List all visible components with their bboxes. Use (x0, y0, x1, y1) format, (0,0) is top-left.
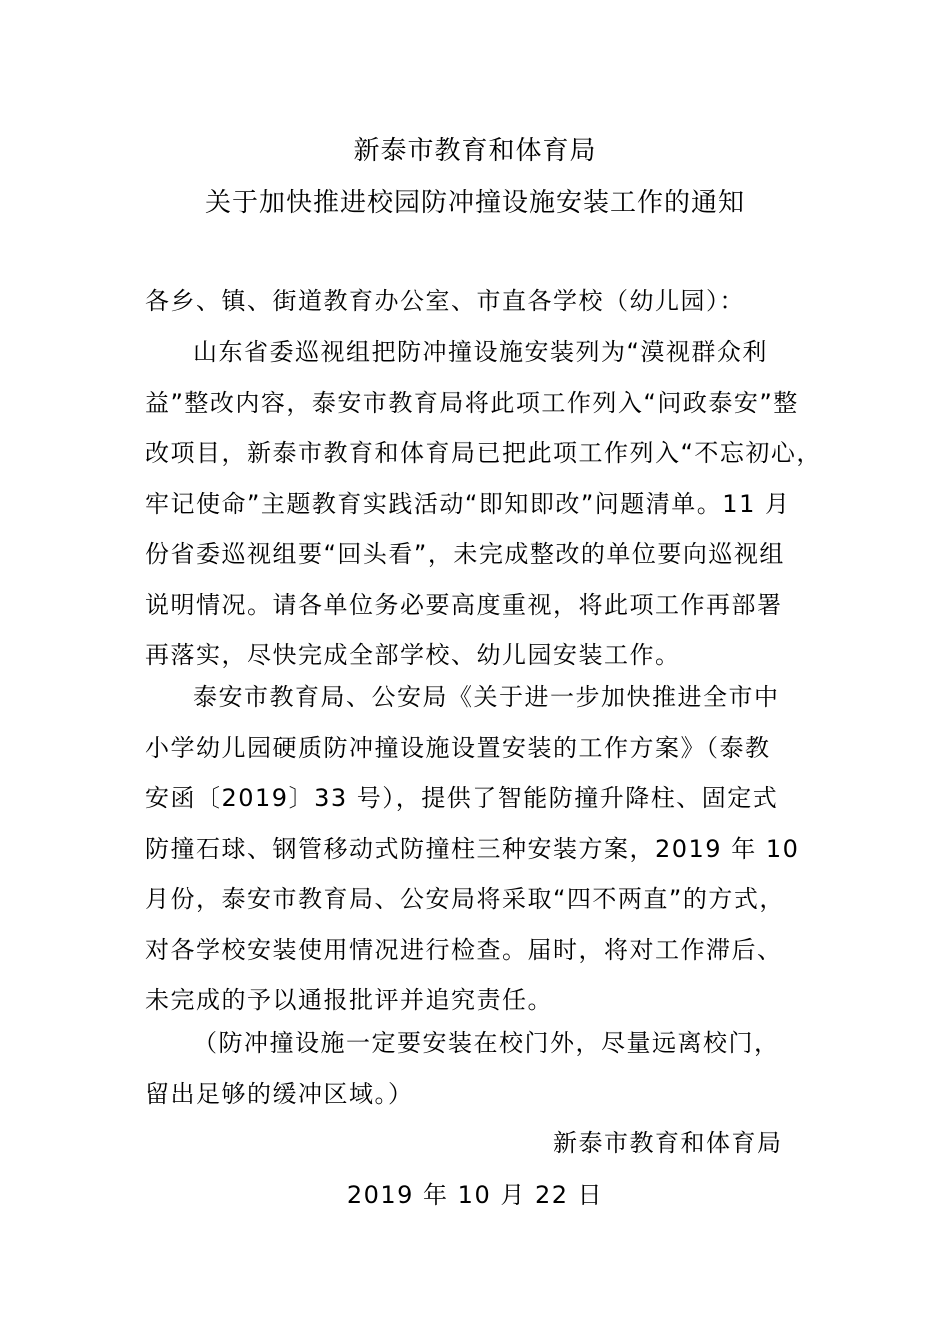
document-title-line-2: 关于加快推进校园防冲撞设施安装工作的通知 (204, 188, 745, 218)
paragraph-line: 泰安市教育局、公安局《关于进一步加快推进全市中 (193, 683, 780, 711)
paragraph-line: 安函〔2019〕33 号），提供了智能防撞升降柱、固定式 (145, 784, 779, 812)
paragraph-line: 对各学校安装使用情况进行检查。届时，将对工作滞后、 (145, 935, 783, 964)
salutation-text: 各乡、镇、街道教育办公室、市直各学校（幼儿园）： (145, 287, 745, 315)
paragraph-line: 再落实，尽快完成全部学校、幼儿园安装工作。 (145, 641, 681, 669)
issuer-signature: 新泰市教育和体育局 (553, 1129, 783, 1157)
paragraph-line: 份省委巡视组要“回头看”，未完成整改的单位要向巡视组 (145, 540, 785, 568)
paragraph-line: 防撞石球、钢管移动式防撞柱三种安装方案，2019 年 10 (145, 834, 800, 863)
paragraph-line: 改项目，新泰市教育和体育局已把此项工作列入“不忘初心， (145, 439, 822, 467)
paragraph-3-note (145, 1018, 835, 1119)
paragraph-line: 留出足够的缓冲区域。） (145, 1079, 414, 1108)
paragraph-2 (145, 672, 835, 1026)
paragraph-1 (145, 327, 835, 681)
paragraph-line: 说明情况。请各单位务必要高度重视，将此项工作再部署 (145, 590, 783, 619)
paragraph-line: 牢记使命”主题教育实践活动“即知即改”问题清单。11 月 (145, 489, 791, 518)
paragraph-line: 月份，泰安市教育局、公安局将采取“四不两直”的方式， (145, 885, 785, 913)
paragraph-line: 未完成的予以通报批评并追究责任。 (145, 986, 553, 1014)
document-title-line-1: 新泰市教育和体育局 (353, 136, 597, 166)
paragraph-line: （防冲撞设施一定要安装在校门外，尽量远离校门， (193, 1029, 780, 1057)
paragraph-line: 山东省委巡视组把防冲撞设施安装列为“漠视群众利 (193, 338, 768, 366)
paragraph-line: 小学幼儿园硬质防冲撞设施设置安装的工作方案》（泰教 (145, 733, 771, 762)
salutation (145, 276, 835, 327)
paragraph-line: 益”整改内容，泰安市教育局将此项工作列入“问政泰安”整 (145, 388, 799, 417)
issue-date: 2019 年 10 月 22 日 (346, 1181, 604, 1209)
